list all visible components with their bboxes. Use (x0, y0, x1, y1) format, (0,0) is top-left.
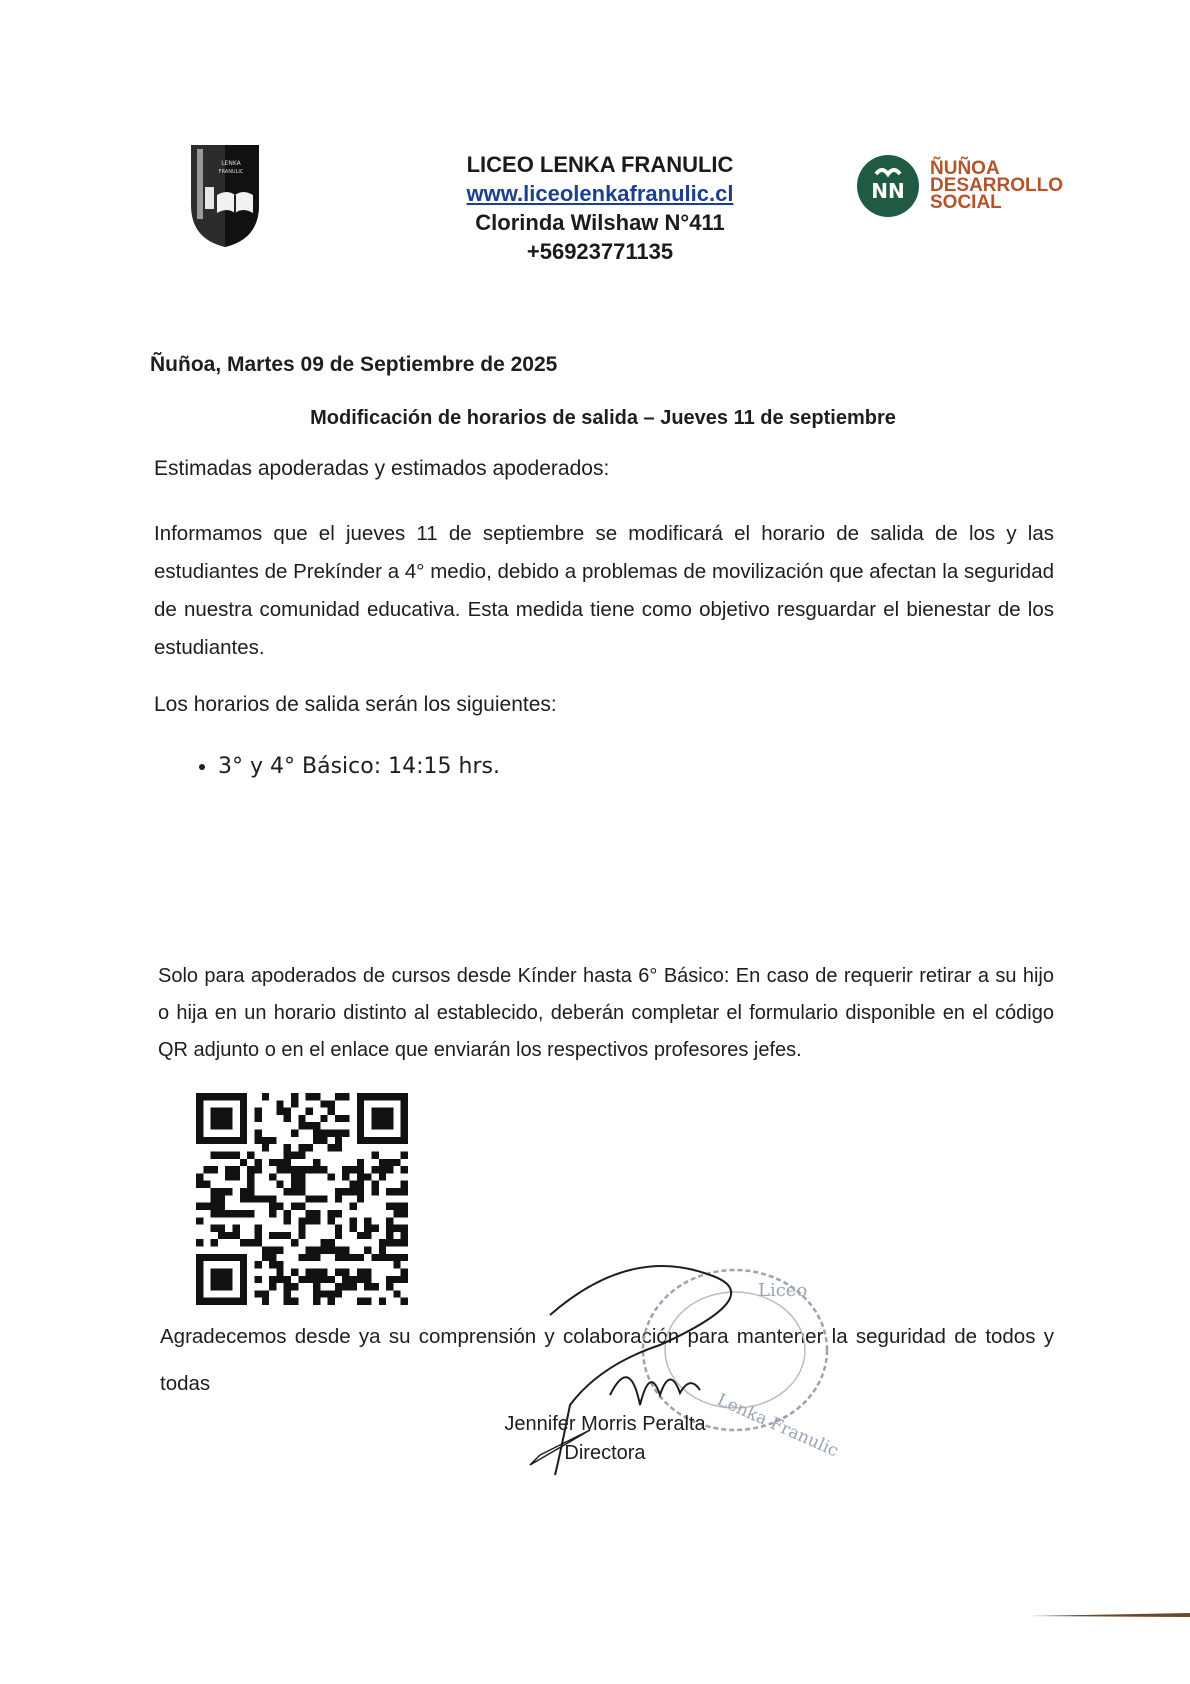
school-website-link[interactable]: www.liceolenkafranulic.cl (466, 181, 734, 206)
signer-name: Jennifer Morris Peralta (504, 1413, 706, 1435)
letter-date: Ñuñoa, Martes 09 de Septiembre de 2025 (150, 353, 558, 376)
school-header (430, 150, 770, 266)
schedule-list (188, 752, 500, 782)
school-phone: +56923771135 (526, 239, 674, 264)
svg-text:NN: NN (871, 179, 905, 203)
list-item: • 3° y 4° Básico: 14:15 hrs. (218, 752, 500, 782)
scan-edge-mark (1030, 1612, 1190, 1618)
svg-text:FRANULIC: FRANULIC (218, 169, 244, 175)
letter-thanks: Agradecemos desde ya su comprensión y colaboración para mantener la seguridad de todos y todas (160, 1325, 1054, 1395)
partner-line-3: SOCIAL (930, 192, 1002, 213)
signer-role: Directora (564, 1442, 646, 1464)
letter-paragraph-2: Solo para apoderados de cursos desde Kínder hasta 6° Básico: En caso de requerir retirar a su hijo o hija en un horario distinto al establecido, deberán completar el formulario disponible en el código QR adjunto o en el enlace que enviarán los respectivos profesores jefes. (158, 965, 1054, 1061)
partner-name (930, 160, 1063, 211)
school-address: Clorinda Wilshaw N°411 (475, 210, 725, 235)
schedule-intro: Los horarios de salida serán los siguientes: (154, 693, 557, 716)
letter-greeting: Estimadas apoderadas y estimados apoderados: (154, 457, 610, 480)
school-logo-icon (187, 143, 263, 249)
partner-line-1: ÑUÑOA (930, 158, 1000, 179)
stamp-top-text: Liceo (758, 1280, 808, 1301)
qr-code-icon[interactable] (196, 1093, 408, 1305)
school-name: LICEO LENKA FRANULIC (466, 152, 734, 177)
stamp-bottom-text: Lenka Franulic (713, 1390, 842, 1462)
partner-line-2: DESARROLLO (930, 175, 1063, 196)
letter-paragraph-1: Informamos que el jueves 11 de septiembre se modificará el horario de salida de los y las estudiantes de Prekínder a 4° medio, debido a problemas de movilización que afectan la seguridad de nuestra comunidad educativa. Esta medida tiene como objetivo resguardar el bienestar de los estudiantes. (154, 522, 1054, 659)
letter-subject: Modificación de horarios de salida – Jueves 11 de septiembre (310, 407, 896, 429)
svg-text:LENKA: LENKA (221, 160, 241, 167)
signer-block (460, 1410, 750, 1468)
